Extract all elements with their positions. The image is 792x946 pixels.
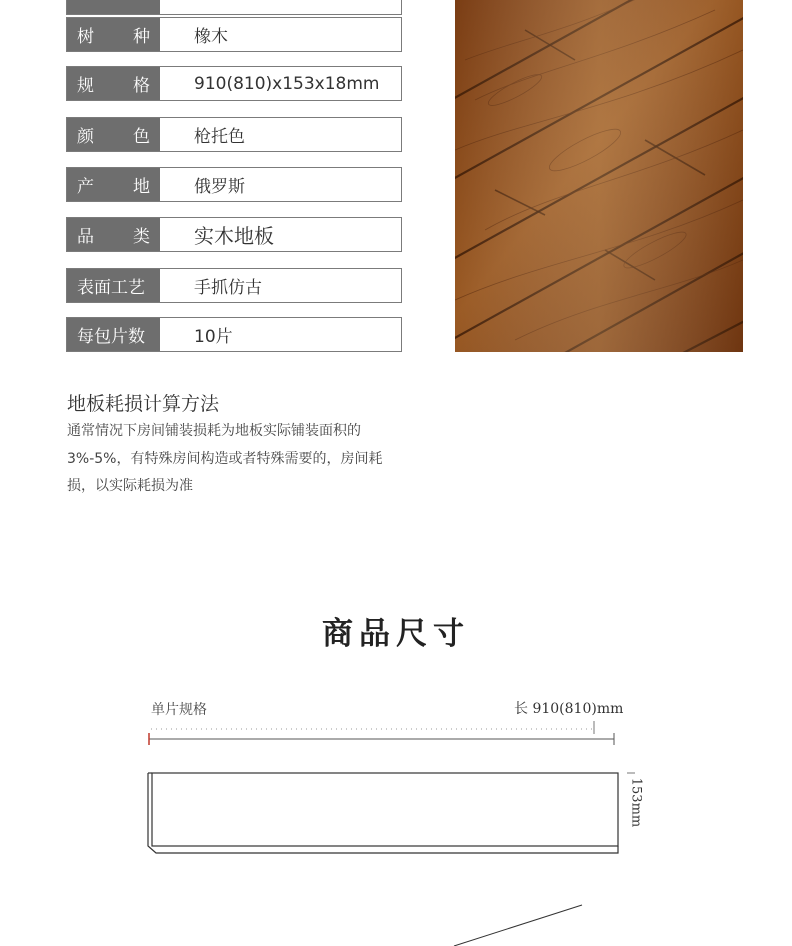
height-label: 153mm [628, 777, 644, 828]
spec-row-top-partial [66, 0, 402, 15]
spec-key-color: 颜 色 [67, 118, 160, 151]
spec-key-category: 品 类 [67, 218, 160, 251]
spec-row-color [66, 117, 402, 152]
spec-value-color: 枪托色 [194, 127, 245, 147]
spec-row-finish [66, 268, 402, 303]
spec-value-origin: 俄罗斯 [194, 177, 245, 197]
spec-row-species [66, 17, 402, 52]
wood-floor-image [455, 0, 743, 352]
spec-key-species: 树 种 [67, 18, 160, 51]
spec-row-size [66, 66, 402, 101]
plank-outline [148, 773, 618, 853]
spec-value-partial [160, 0, 401, 14]
loss-description: 通常情况下房间铺装损耗为地板实际铺装面积的3%-5%，有特殊房间构造或者特殊需要的，房间耗损，以实际耗损为准 [67, 423, 383, 494]
spec-key-partial [67, 0, 160, 14]
length-label: 长 910(810)mm [514, 701, 624, 717]
diagonal-guide-line [454, 905, 582, 946]
wood-floor-photo [455, 0, 743, 352]
spec-key-finish: 表面工艺 [67, 269, 160, 302]
spec-value-species: 橡木 [194, 27, 228, 47]
loss-title: 地板耗损计算方法 [67, 393, 220, 415]
spec-value-pack: 10片 [194, 327, 233, 347]
spec-key-pack: 每包片数 [67, 318, 160, 351]
size-section-title: 商品尺寸 [322, 616, 470, 652]
spec-key-origin: 产 地 [67, 168, 160, 201]
spec-row-origin [66, 167, 402, 202]
single-piece-label: 单片规格 [151, 702, 207, 718]
spec-value-size: 910(810)x153x18mm [194, 73, 380, 94]
spec-value-category: 实木地板 [194, 224, 274, 248]
spec-row-category [66, 217, 402, 252]
spec-value-finish: 手抓仿古 [194, 278, 262, 298]
spec-key-size: 规 格 [67, 67, 160, 100]
spec-row-pack [66, 317, 402, 352]
